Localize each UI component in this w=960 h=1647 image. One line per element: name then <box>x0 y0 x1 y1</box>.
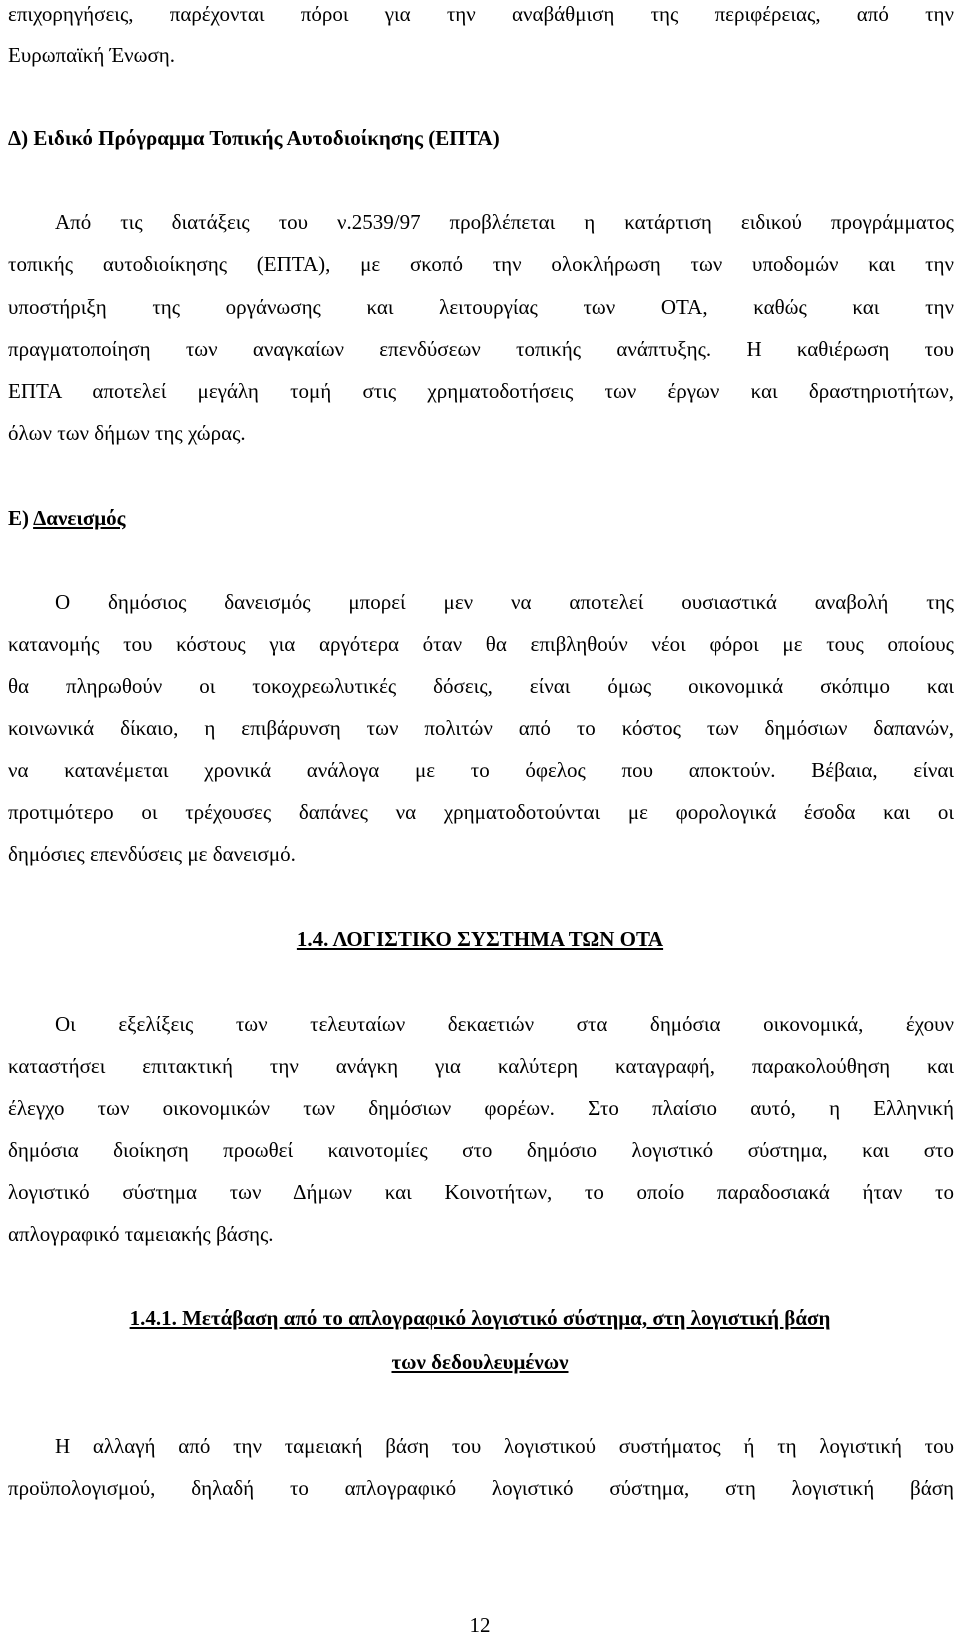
section-heading-d: Δ) Ειδικό Πρόγραμμα Τοπικής Αυτοδιοίκησης (ΕΠΤΑ) <box>8 126 500 150</box>
paragraph-line: δημόσια διοίκηση προωθεί καινοτομίες στο δημόσιο λογιστικό σύστημα, και στο <box>8 1138 954 1162</box>
paragraph-line: λογιστικό σύστημα των Δήμων και Κοινοτήτων, το οποίο παραδοσιακά ήταν το <box>8 1180 954 1204</box>
paragraph-line: Ευρωπαϊκή Ένωση. <box>8 43 176 67</box>
paragraph-line: καταστήσει επιτακτική την ανάγκη για καλύτερη καταγραφή, παρακολούθηση και <box>8 1054 954 1078</box>
paragraph-line: να κατανέμεται χρονικά ανάλογα με το όφελος που αποκτούν. Βέβαια, είναι <box>8 758 954 782</box>
paragraph-line: κατανομής του κόστους για αργότερα όταν θα επιβληθούν νέοι φόροι με τους οποίους <box>8 632 954 656</box>
paragraph-line: όλων των δήμων της χώρας. <box>8 421 246 445</box>
paragraph-line: πραγματοποίηση των αναγκαίων επενδύσεων τοπικής ανάπτυξης. Η καθιέρωση του <box>8 337 954 361</box>
paragraph-line: Η αλλαγή από την ταμειακή βάση του λογιστικού συστήματος ή τη λογιστική του <box>55 1434 954 1458</box>
section-heading-1-4-1-text-cont: των δεδουλευμένων <box>391 1350 569 1374</box>
section-heading-e-title: Δανεισμός <box>33 506 126 530</box>
paragraph-line: θα πληρωθούν οι τοκοχρεωλυτικές δόσεις, είναι όμως οικονομικά σκόπιμο και <box>8 674 954 698</box>
paragraph-line: ΕΠΤΑ αποτελεί μεγάλη τομή στις χρηματοδοτήσεις των έργων και δραστηριοτήτων, <box>8 379 954 403</box>
paragraph-line: Από τις διατάξεις του ν.2539/97 προβλέπεται η κατάρτιση ειδικού προγράμματος <box>55 210 954 234</box>
paragraph-line: απλογραφικό ταμειακής βάσης. <box>8 1222 274 1246</box>
paragraph-line: έλεγχο των οικονομικών των δημόσιων φορέων. Στο πλαίσιο αυτό, η Ελληνική <box>8 1096 954 1120</box>
paragraph-line: Οι εξελίξεις των τελευταίων δεκαετιών στα δημόσια οικονομικά, έχουν <box>55 1012 954 1036</box>
section-heading-1-4-1-line1 <box>0 1294 960 1342</box>
section-heading-1-4-1-text: 1.4.1. Μετάβαση από το απλογραφικό λογιστικό σύστημα, στη λογιστική βάση <box>129 1306 831 1330</box>
paragraph-line: υποστήριξη της οργάνωσης και λειτουργίας των ΟΤΑ, καθώς και την <box>8 295 954 319</box>
paragraph-line: επιχορηγήσεις, παρέχονται πόροι για την αναβάθμιση της περιφέρειας, από την <box>8 2 954 26</box>
paragraph-line: προϋπολογισμού, δηλαδή το απλογραφικό λογιστικό σύστημα, στη λογιστική βάση <box>8 1476 954 1500</box>
paragraph-line: κοινωνικά δίκαιο, η επιβάρυνση των πολιτών από το κόστος των δημόσιων δαπανών, <box>8 716 954 740</box>
paragraph-line: προτιμότερο οι τρέχουσες δαπάνες να χρηματοδοτούνται με φορολογικά έσοδα και οι <box>8 800 954 824</box>
page-number: 12 <box>469 1613 491 1637</box>
section-heading-e <box>8 494 954 542</box>
section-heading-e-prefix: Ε) <box>8 506 34 530</box>
section-heading-1-4: 1.4. ΛΟΓΙΣΤΙΚΟ ΣΥΣΤΗΜΑ ΤΩΝ ΟΤΑ <box>296 927 664 951</box>
section-heading-1-4-1-line2 <box>0 1338 960 1386</box>
paragraph-line: δημόσιες επενδύσεις με δανεισμό. <box>8 842 296 866</box>
paragraph-line: Ο δημόσιος δανεισμός μπορεί μεν να αποτελεί ουσιαστικά αναβολή της <box>55 590 954 614</box>
paragraph-line: τοπικής αυτοδιοίκησης (ΕΠΤΑ), με σκοπό την ολοκλήρωση των υποδομών και την <box>8 252 954 276</box>
